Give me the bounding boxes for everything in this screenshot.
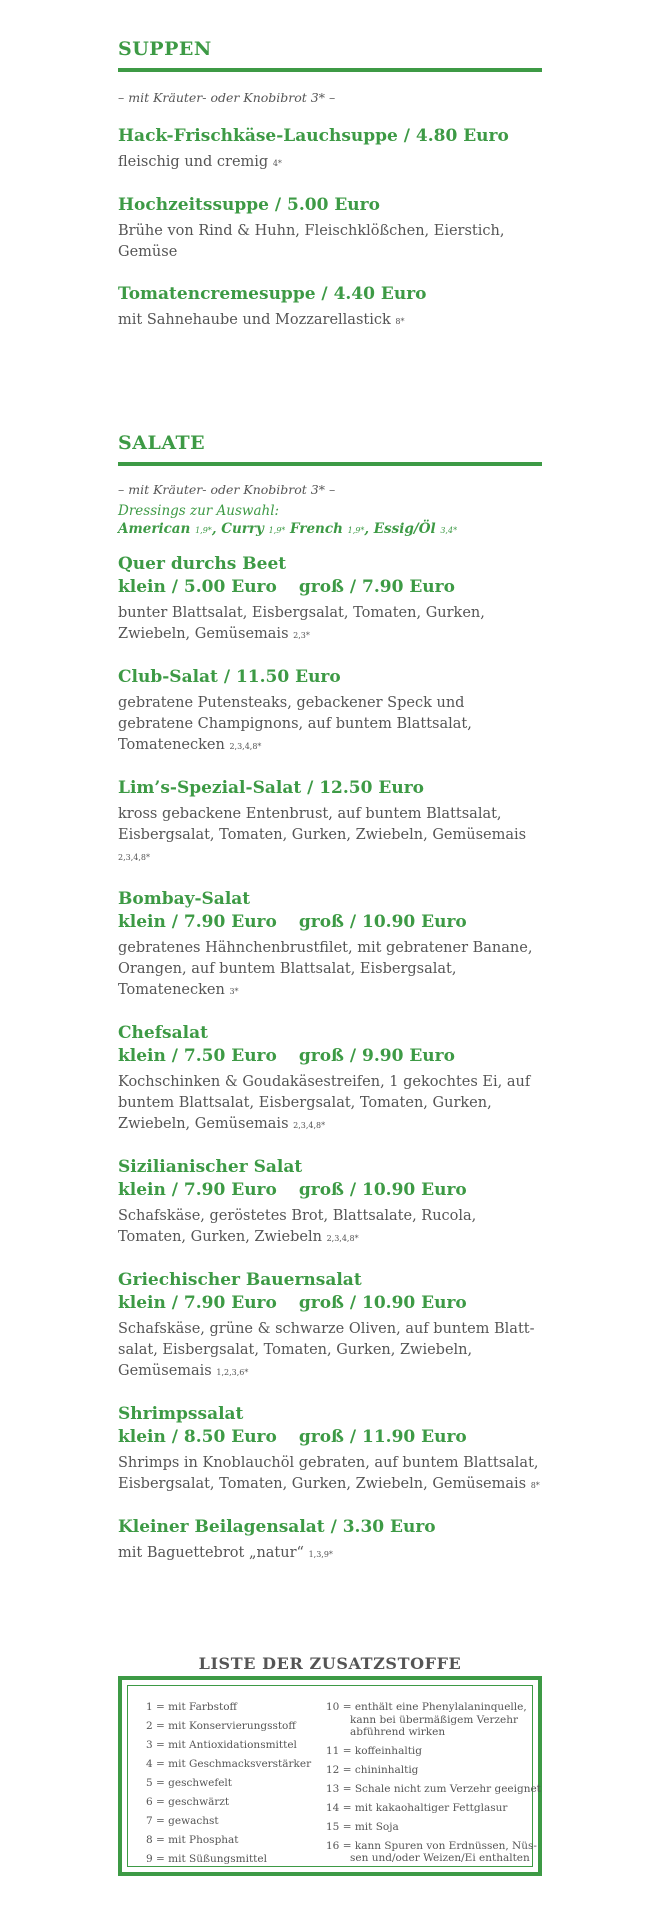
menu-item: [118, 1156, 542, 1249]
menu-item-title: Club-Salat / 11.50 Euro: [118, 667, 341, 687]
price-line: klein / 7.50 Euro groß / 9.90 Euro: [118, 1046, 455, 1066]
section-title: SALATE: [118, 432, 206, 454]
additive-item: 11 = koffeinhaltig: [326, 1744, 422, 1757]
additive-item: 6 = geschwärzt: [146, 1796, 230, 1808]
additives-right-column: [326, 1698, 546, 1868]
menu-item-title: Griechischer Bauernsalat: [118, 1270, 362, 1290]
additive-item: 15 = mit Soja: [326, 1820, 399, 1833]
price-line: klein / 7.90 Euro groß / 10.90 Euro: [118, 912, 467, 932]
price-line: klein / 5.00 Euro groß / 7.90 Euro: [118, 577, 455, 597]
additive-item: 2 = mit Konservierungsstoff: [146, 1720, 296, 1732]
menu-item: [118, 777, 542, 868]
additive-item: 10 = enthält eine Phenylalaninquelle, kann bei übermäßigem Verzehr abführend wirken: [326, 1701, 527, 1738]
menu-item: [118, 1022, 542, 1136]
additive-item: 16 = kann Spuren von Erdnüssen, Nüs- sen und/oder Weizen/Ei enthalten: [326, 1839, 537, 1864]
additive-item: 8 = mit Phosphat: [146, 1834, 239, 1846]
menu-item-description: Schafskäse, grüne & schwarze Oliven, auf buntem Blatt-salat, Eisbergsalat, Tomaten, Gurken, Zwiebeln, Gemüsemais 1,2,3,6*: [118, 1321, 535, 1379]
salads-section: [118, 432, 542, 1565]
menu-item-description: kross gebackene Entenbrust, auf buntem Blattsalat, Eisbergsalat, Tomaten, Gurken, Zwiebeln, Gemüsemais 2,3,4,8*: [118, 806, 527, 862]
menu-item-description: Kochschinken & Goudakäsestreifen, 1 gekochtes Ei, auf buntem Blattsalat, Eisbergsalat, Tomaten, Gurken, Zwiebeln, Gemüsemais 2,3,4,8*: [118, 1074, 531, 1132]
menu-item-title: Lim’s-Spezial-Salat / 12.50 Euro: [118, 778, 424, 798]
menu-item-description: bunter Blattsalat, Eisbergsalat, Tomaten, Gurken, Zwiebeln, Gemüsemais 2,3*: [118, 605, 485, 642]
menu-item-description: gebratene Putensteaks, gebackener Speck und gebratene Champignons, auf buntem Blattsalat, Tomatenecken 2,3,4,8*: [118, 695, 472, 753]
menu-item-title: Tomatencremesuppe / 4.40 Euro: [118, 284, 427, 304]
additive-item: 14 = mit kakaohaltiger Fettglasur: [326, 1801, 508, 1814]
section-divider: [118, 462, 542, 466]
menu-item-title: Kleiner Beilagensalat / 3.30 Euro: [118, 1517, 436, 1537]
menu-item: [118, 194, 542, 263]
menu-item: [118, 888, 542, 1002]
additives-box: [118, 1676, 542, 1876]
additive-codes: 4*: [272, 159, 282, 168]
additives-left-column: [146, 1698, 312, 1869]
menu-item: [118, 553, 542, 646]
dressing-list: American 1,9*, Curry 1,9* French 1,9*, Essig/Öl 3,4*: [118, 521, 458, 537]
additive-item: 5 = geschwefelt: [146, 1777, 232, 1789]
menu-item-title: Chefsalat: [118, 1023, 208, 1043]
additives-title: LISTE DER ZUSATZSTOFFE: [198, 1654, 462, 1673]
menu-item-description: mit Sahnehaube und Mozzarellastick 8*: [118, 312, 405, 328]
additive-item: 4 = mit Geschmacksverstärker: [146, 1758, 312, 1770]
menu-item: [118, 1269, 542, 1383]
menu-item-title: Quer durchs Beet: [118, 554, 287, 574]
menu-item-description: mit Baguettebrot „natur“ 1,3,9*: [118, 1545, 333, 1561]
menu-item-title: Hack-Frischkäse-Lauchsuppe / 4.80 Euro: [118, 126, 509, 146]
additive-item: 3 = mit Antioxidationsmittel: [146, 1739, 297, 1751]
menu-item: [118, 666, 542, 757]
price-line: klein / 8.50 Euro groß / 11.90 Euro: [118, 1427, 467, 1447]
menu-item: [118, 1403, 542, 1496]
menu-item-description: fleischig und cremig 4*: [118, 154, 282, 170]
menu-item-title: Bombay-Salat: [118, 889, 251, 909]
section-title: SUPPEN: [118, 38, 212, 60]
menu-item-description: Brühe von Rind & Huhn, Fleischklößchen, Eierstich, Gemüse: [118, 223, 505, 260]
section-divider: [118, 68, 542, 72]
menu-item-description: gebratenes Hähnchenbrustfilet, mit gebratener Banane, Orangen, auf buntem Blattsalat, Eisbergsalat, Tomatenecken 3*: [118, 940, 533, 998]
additive-item: 13 = Schale nicht zum Verzehr geeignet: [326, 1782, 541, 1795]
menu-item-title: Hochzeitssuppe / 5.00 Euro: [118, 195, 380, 215]
additive-item: 9 = mit Süßungsmittel: [146, 1853, 267, 1865]
bread-note: – mit Kräuter- oder Knobibrot 3* –: [118, 482, 336, 497]
additives-inner-frame: [127, 1685, 541, 1867]
price-line: klein / 7.90 Euro groß / 10.90 Euro: [118, 1293, 467, 1313]
menu-item: [118, 1516, 542, 1565]
menu-item-title: Sizilianischer Salat: [118, 1157, 303, 1177]
menu-item-title: Shrimpssalat: [118, 1404, 244, 1424]
bread-note: – mit Kräuter- oder Knobibrot 3* –: [118, 90, 336, 105]
menu-item: [118, 283, 542, 332]
additive-item: 1 = mit Farbstoff: [146, 1701, 237, 1713]
additive-item: 7 = gewachst: [146, 1815, 219, 1827]
additive-codes: 8*: [395, 317, 405, 326]
soups-section: [118, 38, 542, 332]
dressing-heading: Dressings zur Auswahl:: [118, 503, 280, 519]
menu-item-description: Shrimps in Knoblauchöl gebraten, auf buntem Blattsalat, Eisbergsalat, Tomaten, Gurken, Zwiebeln, Gemüsemais 8*: [118, 1455, 540, 1492]
additive-item: 12 = chininhaltig: [326, 1763, 419, 1776]
price-line: klein / 7.90 Euro groß / 10.90 Euro: [118, 1180, 467, 1200]
menu-item: [118, 125, 542, 174]
menu-item-description: Schafskäse, geröstetes Brot, Blattsalate, Rucola, Tomaten, Gurken, Zwiebeln 2,3,4,8*: [118, 1208, 477, 1245]
